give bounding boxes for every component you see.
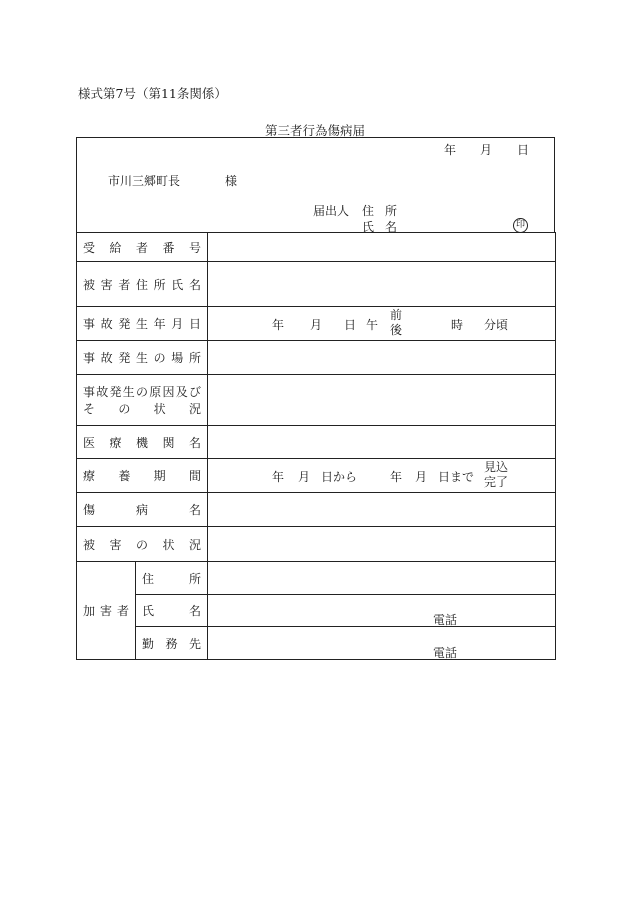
row-victim [77,262,556,307]
accident-hour: 時 [451,318,464,332]
accident-date-field[interactable] [208,307,556,341]
accident-day: 日 [344,318,357,332]
injury-name-field[interactable] [208,493,556,527]
accident-ampm [390,308,402,338]
period-from-day: 日から [321,470,358,484]
damage-status-field[interactable] [208,527,556,562]
assailant-name-label: 氏 名 [142,604,202,618]
accident-cause-label-line1: 事 故 発 生 の 原 因 及 び [83,385,202,399]
address-label-1: 住 [362,204,375,218]
period-status [484,460,508,490]
period-expected: 見込 [484,460,509,474]
honorific: 様 [225,174,238,188]
assailant-name-phone-label: 電話 [433,613,458,627]
period-to-year: 年 [390,470,403,484]
period-to-month: 月 [415,470,428,484]
recipient-number-field[interactable] [208,233,556,262]
victim-address-name-field[interactable] [208,262,556,307]
accident-minute: 分頃 [484,318,509,332]
victim-address-name-label: 被 害 者 住 所 氏 名 [83,277,201,292]
treatment-period-field[interactable] [208,459,556,493]
applicant-label: 届出人 [313,204,350,218]
name-label-1: 氏 [362,220,375,234]
accident-place-field[interactable] [208,341,556,375]
medical-institution-field[interactable] [208,426,556,459]
accident-pm: 後 [390,323,403,337]
form-title: 第三者行為傷病届 [264,123,365,138]
address-label-2: 所 [385,204,398,218]
form-number: 様式第7号（第11条関係） [78,86,227,101]
accident-am: 前 [390,308,403,322]
assailant-address-label: 住 所 [142,571,202,586]
addressee: 市川三郷町長 [108,174,181,188]
row-accident-date [77,307,556,341]
period-completed: 完了 [484,475,509,489]
period-from-month: 月 [298,470,311,484]
row-accident-place [77,341,556,375]
recipient-number-label: 受 給 者 番 号 [83,240,202,255]
date-year-label: 年 [444,143,457,157]
accident-ampm-suffix: 午 [366,318,379,332]
damage-status-label: 被 害 の 状 況 [83,537,202,552]
accident-cause-label-line2: そ の 状 況 [83,402,201,416]
assailant-workplace-phone-label: 電話 [433,646,458,660]
assailant-workplace-field[interactable] [208,627,556,660]
row-damage-status [77,527,556,562]
accident-cause-field[interactable] [208,375,556,426]
assailant-name-field[interactable] [208,595,556,627]
accident-month: 月 [310,318,323,332]
accident-place-label: 事 故 発 生 の 場 所 [83,351,201,365]
accident-date-label: 事 故 発 生 年 月 日 [83,317,201,331]
assailant-address-field[interactable] [208,562,556,595]
treatment-period-label: 療 養 期 間 [83,469,201,483]
row-assailant-address [77,562,556,595]
date-month-label: 月 [480,143,493,157]
row-recipient-number [77,233,556,262]
assailant-label: 加 害 者 [83,604,129,618]
name-label-2: 名 [385,220,398,234]
row-injury-name [77,493,556,527]
row-medical-institution [77,426,556,459]
injury-name-label: 傷 病 名 [83,503,202,517]
row-assailant-workplace [77,627,556,660]
row-accident-cause [77,375,556,426]
date-day-label: 日 [517,143,530,157]
period-to-day: 日まで [438,470,475,484]
seal-mark: 印 [513,218,528,233]
header-box [76,137,555,233]
form-table [76,232,556,660]
medical-institution-label: 医 療 機 関 名 [83,435,202,450]
accident-year: 年 [272,318,285,332]
period-from-year: 年 [272,470,285,484]
row-treatment-period [77,459,556,493]
assailant-workplace-label: 勤 務 先 [142,636,202,651]
row-assailant-name [77,595,556,627]
